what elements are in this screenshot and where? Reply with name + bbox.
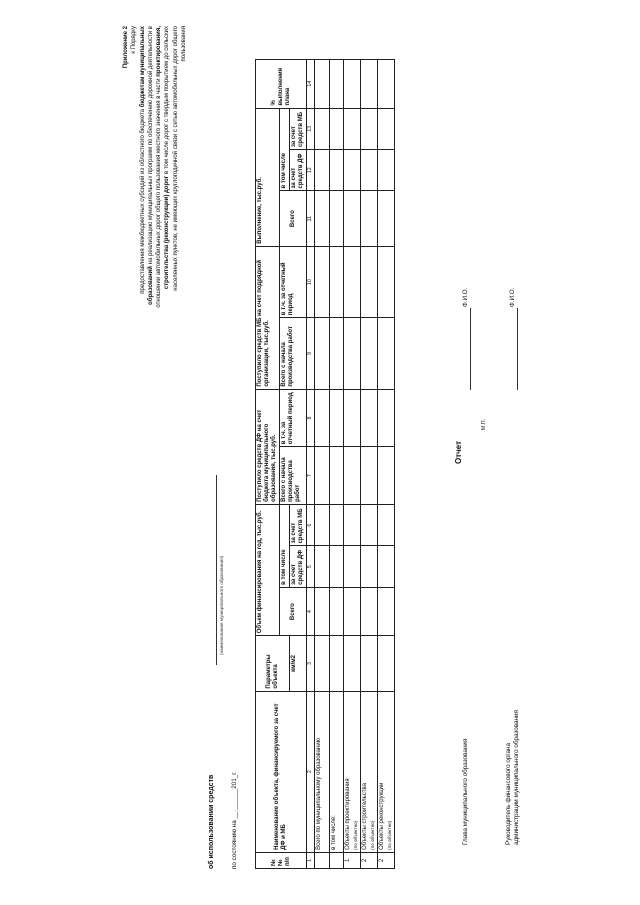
column-number: 13 [307,108,315,149]
appendix-line-post: в том числе дорог с твердым покрытием до сельских [164,26,171,176]
table-cell [344,389,361,447]
appendix-line [163,26,171,586]
col-header-mb-since: Всего с начала производства работ [280,318,307,389]
stamp-placeholder: М.П. [481,419,487,430]
col-header-df-period: в т.ч. за отчетный период [280,389,307,447]
col-header-name: Наименование объекта, финансируемого за счет ДФ и МБ [256,691,307,852]
row-name-text: Объекты строительства [362,783,368,850]
column-number: 9 [307,318,315,389]
row-number: 2 [378,852,395,868]
table-cell [315,504,330,546]
report-date-line: по состоянию на __.______201_г. [231,771,238,869]
table-cell [361,447,378,505]
col-header-exec-total: Всего [280,191,307,246]
appendix-line [139,26,147,586]
table-cell [378,108,395,149]
signature-head-label: Глава муниципального образования [462,738,469,845]
table-cell [361,246,378,317]
signature-head-fio: Ф.И.О. [462,287,469,307]
col-header-exec-df: за счет средств ДФ [290,150,307,191]
appendix-line-bold: проектирования, [156,26,163,77]
appendix-line-bold: бюджетам муниципальных [139,26,146,108]
appendix-line-bold: строительства (реконструкции) дорог [164,175,171,290]
table-cell [344,150,361,191]
column-number: 7 [307,447,315,505]
col-header-received-df: Поступило средств ДФ на счет бюджета муниципального образования, тыс.руб. [256,389,280,504]
column-number: 11 [307,191,315,246]
col-header-params: Параметры объекта [256,636,290,691]
table-cell [378,636,395,691]
appendix-line-pre: населенных пунктов, не имеющих круглогодичной связи с сетью автомобильных дорог общего [172,26,179,291]
table-cell [315,546,330,587]
row-name-text: Объекты проектирования [345,778,351,850]
column-number: 3 [307,636,315,691]
table-cell [361,587,378,635]
column-number: 4 [307,587,315,635]
table-cell [315,108,330,149]
row-name-note: (по объектно) [353,820,358,850]
table-cell [315,447,330,505]
table-cell [315,636,330,691]
table-cell [329,108,344,149]
row-name-note: (по объектно) [370,820,375,850]
table-cell [378,60,395,109]
table-cell [361,318,378,389]
appendix-line [172,26,180,586]
table-cell [378,389,395,447]
report-subtitle: об использовании средств [208,774,215,869]
table-cell [329,389,344,447]
table-row [344,60,361,869]
table-cell [344,636,361,691]
row-name [344,691,361,852]
table-cell [378,150,395,191]
row-number [329,852,344,868]
col-header-fin-mb: за счет средств МБ [290,504,307,546]
table-cell [329,60,344,109]
table-cell [315,389,330,447]
table-cell [315,191,330,246]
row-number: 2 [361,852,378,868]
table-cell [315,318,330,389]
table-cell [378,587,395,635]
signature-head-line [470,308,471,390]
table-cell [329,546,344,587]
table-cell [344,191,361,246]
table-cell [361,504,378,546]
row-name [315,691,330,852]
table-cell [315,150,330,191]
appendix-description [139,26,189,586]
table-cell [378,318,395,389]
signature-finance-line2: администрации муниципального образования [513,710,520,845]
row-number [315,852,330,868]
signature-finance-fio: Ф.И.О. [509,287,516,307]
table-cell [329,447,344,505]
signature-finance-line1: Руководитель финансового органа [505,742,512,845]
municipality-name-line [216,475,217,665]
table-cell [344,546,361,587]
table-cell [344,318,361,389]
table-cell [344,60,361,109]
table-cell [361,60,378,109]
column-number: 6 [307,504,315,546]
table-cell [329,636,344,691]
column-number: 2 [307,691,315,852]
col-header-exec-incl: в том числе [280,108,290,191]
table-cell [378,546,395,587]
table-cell [361,636,378,691]
signature-finance-label [505,710,521,845]
appendix-header [122,26,188,586]
table-cell [378,447,395,505]
row-name-text: Объекты реконструкции [379,782,385,850]
table-cell [329,318,344,389]
column-number: 10 [307,246,315,317]
appendix-line [147,26,155,586]
appendix-line-pre: пользования [181,26,188,62]
table-cell [344,246,361,317]
table-cell [378,246,395,317]
table-cell [315,587,330,635]
table-row [378,60,395,869]
table-cell [329,504,344,546]
col-header-df-since: Всего с начала производства работ [280,447,307,505]
col-header-percent: % выполнения плана [256,60,307,109]
table-cell [329,191,344,246]
appendix-line-post: на реализацию муниципальных программ по обеспечению дорожной деятельности в [147,26,154,266]
col-header-received-mb: Поступило средств МБ на счет подрядной организации, тыс.руб. [256,246,280,389]
row-name [361,691,378,852]
row-name-note: (по объектно) [387,820,392,850]
table-cell [361,150,378,191]
table-cell [361,546,378,587]
report-table [255,59,395,869]
col-header-fin-total: Всего [280,587,307,635]
report-title: Отчет [454,440,463,465]
table-cell [315,60,330,109]
col-header-mb-period: в т.ч. за отчетный период [280,246,307,317]
table-cell [329,150,344,191]
col-header-fin-df: за счет средств ДФ [290,546,307,587]
col-header-num: №№ п/п [256,852,307,868]
table-cell [344,108,361,149]
appendix-line-pre: предоставления межбюджетных субсидий из областного бюджета [139,107,146,294]
col-header-fin-incl: в том числе [280,504,290,587]
row-name-text: в том числе: [330,815,337,850]
table-row [329,60,344,869]
appendix-line-bold: образований [147,266,154,305]
appendix-number: Приложение 2 [123,26,129,69]
column-number-row [307,60,315,869]
col-header-financing: Объем финансирования на год, тыс.руб. [256,504,280,635]
table-row [315,60,330,869]
appendix-line-pre: отношении автомобильных дорог общего пользования местного значения в части [156,76,163,308]
row-name [378,691,395,852]
column-number: 5 [307,546,315,587]
col-header-exec-mb: за счет средств МБ [290,108,307,149]
table-cell [378,504,395,546]
table-cell [315,246,330,317]
column-number: 1 [307,852,315,868]
table-cell [329,246,344,317]
column-number: 12 [307,150,315,191]
table-cell [344,587,361,635]
row-name [329,691,344,852]
appendix-line [155,26,163,586]
table-cell [378,191,395,246]
municipality-caption: (наименование муниципального образования) [219,555,224,655]
appendix-order-ref: к Порядку [131,26,138,54]
col-header-params-unit: км/м2 [290,636,307,691]
table-cell [361,389,378,447]
appendix-line [180,26,188,586]
table-cell [361,191,378,246]
row-name-text: Всего по муниципальному образованию [316,737,322,850]
signature-finance-line [517,308,518,390]
col-header-execution: Выполнение, тыс.руб. [256,108,280,246]
table-cell [361,108,378,149]
table-cell [344,447,361,505]
column-number: 8 [307,389,315,447]
column-number: 14 [307,60,315,109]
table-row [361,60,378,869]
row-number: 1 [344,852,361,868]
table-cell [344,504,361,546]
table-cell [329,587,344,635]
